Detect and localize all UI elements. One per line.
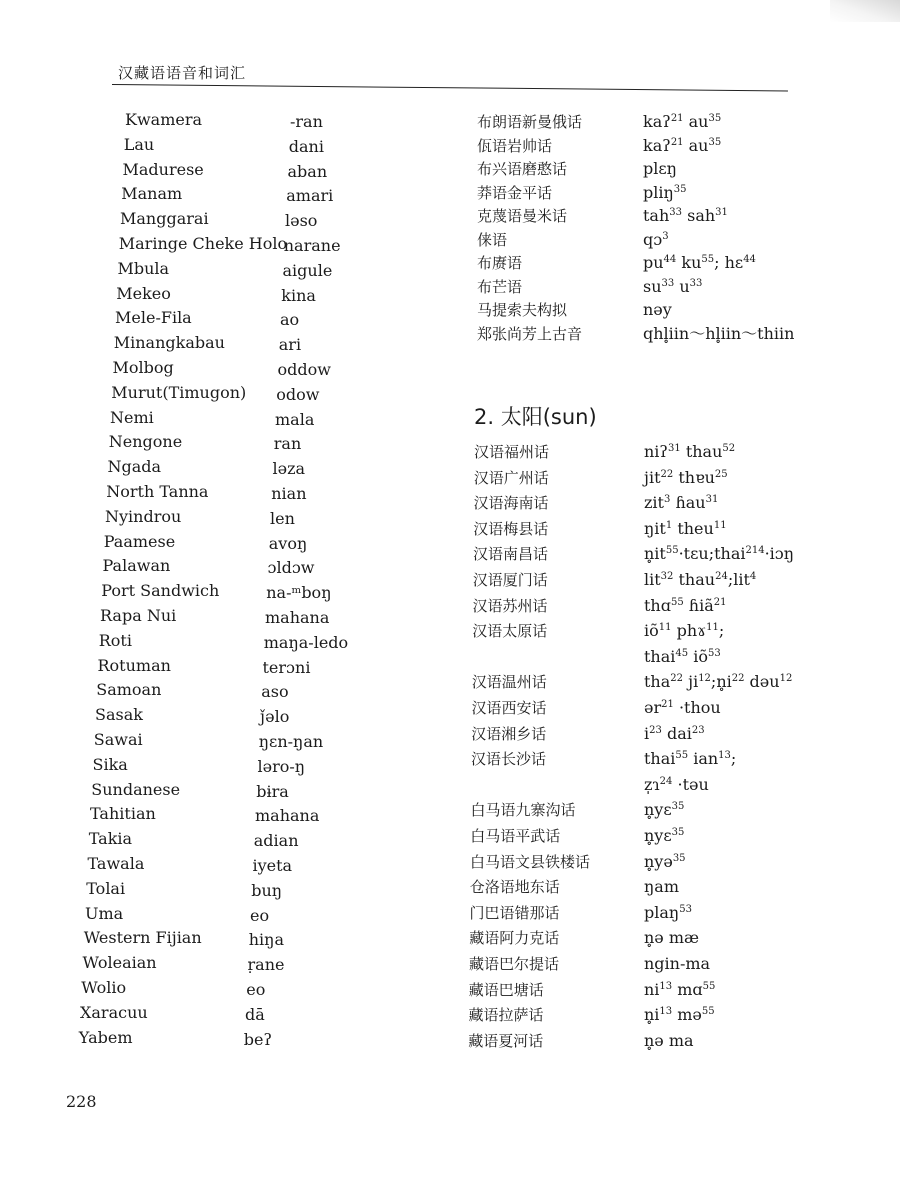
word-form: $pu^{44}$ $ku^{55}$; hɛ$^{44}$ (643, 253, 756, 272)
word-form: $i^{23}$ dai$^{23}$ (644, 723, 705, 743)
language-name: Uma (85, 903, 124, 923)
language-name: Sasak (95, 705, 143, 725)
word-form: ǰəlo (260, 707, 290, 727)
language-name: 门巴语错那话 (469, 903, 560, 922)
word-form: ari (278, 335, 302, 355)
word-form: thai$^{55}$ ian$^{13}$; (644, 749, 737, 769)
word-form: n̥yə$^{35}$ (644, 851, 686, 871)
word-form: $n̥i^{13}$ mə$^{55}$ (644, 1005, 715, 1025)
language-name: 藏语阿力克话 (469, 929, 560, 948)
word-form: eo (246, 980, 266, 999)
language-name: 佤语岩帅话 (477, 136, 553, 155)
word-form: qɔ$^3$ (643, 229, 669, 249)
word-form: z̩ɿ$^{24}$ ·təu (644, 774, 709, 794)
word-form: mahana (265, 608, 330, 627)
language-name: Mele-Fila (115, 308, 192, 328)
language-name: 马提索夫构拟 (477, 301, 568, 319)
language-name: 仓洛语地东话 (469, 878, 560, 897)
language-name: 布赓语 (477, 254, 523, 272)
word-form: ləso (285, 211, 318, 231)
language-name: 克蔑语曼米话 (477, 207, 568, 225)
word-form: ləro-ŋ (257, 756, 306, 776)
language-name: 藏语夏河话 (468, 1031, 544, 1050)
word-form: ŋɛn-ŋan (258, 732, 324, 751)
language-name: Yabem (78, 1027, 133, 1047)
word-form: $n̥it^{55}\cdot tɛu;thai^{214}\cdot iɔŋ$ (644, 544, 795, 564)
word-form: tha$^{22}$ $ji^{12};n̥i^{22}$ dəu$^{12}$ (644, 672, 793, 692)
running-header: 汉藏语语音和词汇 (118, 64, 247, 82)
language-name: Tolai (86, 878, 126, 898)
language-name: Maringe Cheke Holo (118, 234, 288, 253)
language-name: 汉语海南话 (473, 494, 549, 513)
language-name: Sika (92, 754, 128, 774)
word-form: hiŋa (248, 930, 285, 950)
language-name: Minangkabau (113, 333, 225, 353)
language-name: Nengone (108, 432, 183, 452)
word-form: oddow (277, 360, 331, 379)
language-name: 汉语南昌话 (473, 545, 549, 564)
language-name: 布芒语 (477, 277, 523, 296)
language-name: 汉语温州话 (471, 673, 547, 692)
word-form: aigule (282, 260, 333, 280)
word-form: aso (261, 682, 289, 702)
word-form: n̥ə mæ (644, 928, 700, 948)
word-form: na-ᵐboŋ (266, 583, 332, 603)
language-name: 汉语福州话 (474, 443, 550, 461)
word-form: qhl̥iin～hl̥iin～thiin (643, 323, 795, 343)
word-form: plɛŋ (643, 159, 677, 178)
language-name: Molbog (112, 358, 174, 377)
page-number: 228 (66, 1092, 97, 1111)
word-form: narane (283, 236, 341, 255)
language-name: Tawala (87, 854, 145, 873)
word-form: jit$^{22}$ thɐu$^{25}$ (644, 467, 728, 487)
language-name: Manam (121, 184, 183, 204)
word-form: ngin-ma (644, 954, 711, 973)
language-name: 汉语太原话 (472, 622, 548, 641)
language-name: 汉语湘乡话 (471, 724, 547, 743)
word-form: thai$^{45}$ $iõ^{53}$ (644, 646, 721, 666)
word-form: len (270, 508, 295, 528)
language-name: Tahitian (90, 804, 156, 824)
word-form: ŋit$^1$ theu$^{11}$ (644, 518, 727, 538)
word-form: -ran (290, 112, 323, 131)
language-name: Wolio (81, 978, 127, 997)
word-form: niʔ$^{31}$ thau$^{52}$ (644, 442, 736, 461)
header-rule (112, 84, 788, 91)
language-name: 藏语拉萨话 (468, 1006, 544, 1025)
word-form: zit$^3$ ɦau$^{31}$ (644, 493, 719, 513)
language-name: 藏语巴尔提话 (469, 955, 560, 973)
language-name: Rotuman (97, 655, 171, 675)
language-name: Mbula (117, 258, 170, 278)
language-name: Western Fijian (83, 928, 202, 948)
word-form: ləza (272, 459, 306, 479)
language-name: Paamese (103, 531, 176, 551)
word-form: aban (287, 161, 328, 181)
language-name: 白马语文县铁楼话 (470, 852, 591, 871)
word-form: nian (271, 484, 307, 503)
word-form: iyeta (252, 856, 293, 875)
word-form: ɔldɔw (267, 558, 315, 578)
language-name: Roti (98, 630, 132, 650)
page-corner-shadow (830, 0, 900, 22)
word-form: kaʔ$^{21}$ $au^{35}$ (643, 112, 722, 131)
language-name: 布朗语新曼俄话 (477, 113, 583, 131)
word-form: ŋam (644, 877, 680, 897)
word-form: terɔni (262, 657, 311, 677)
language-name: 郑张尚芳上古音 (477, 324, 583, 343)
language-name: Lau (123, 134, 155, 154)
word-form: mala (275, 409, 315, 429)
word-form: odow (276, 384, 320, 404)
language-name: Sawai (93, 730, 143, 749)
word-form: kaʔ$^{21}$ $au^{35}$ (643, 135, 722, 155)
word-form: dani (288, 136, 324, 156)
word-form: ran (273, 434, 302, 454)
language-name: 汉语梅县话 (473, 519, 549, 538)
language-name: Mekeo (116, 283, 171, 303)
language-name: Woleaian (82, 953, 157, 973)
language-name: Rapa Nui (100, 606, 177, 625)
language-name: Murut(Timugon) (111, 382, 247, 402)
language-name: 藏语巴塘话 (468, 980, 544, 999)
word-form: mahana (255, 806, 320, 826)
word-form: $su^{33}$ $u^{33}$ (643, 276, 703, 296)
word-form: bɨra (256, 781, 289, 801)
language-name: 汉语厦门话 (472, 571, 548, 589)
language-name: 白马语九寨沟话 (470, 801, 576, 820)
language-name: Xaracuu (80, 1002, 148, 1022)
word-form: adian (253, 831, 299, 851)
word-form: kina (281, 285, 316, 305)
word-form: n̥yɛ$^{35}$ (644, 800, 685, 820)
word-form: maŋa-ledo (263, 632, 349, 652)
language-name: Kwamera (125, 110, 203, 129)
language-name: 汉语广州话 (473, 468, 549, 487)
word-form: pliŋ$^{35}$ (643, 182, 687, 202)
word-form: dā (245, 1004, 265, 1024)
word-form: $ni^{13}$ mɑ$^{55}$ (644, 979, 716, 999)
word-form: $iõ^{11}$ phɤ$^{11}$; (644, 621, 725, 641)
word-form: ṛane (247, 955, 285, 975)
language-name: 白马语平武话 (470, 827, 561, 845)
language-name: Nyindrou (105, 506, 182, 526)
word-form: beʔ (243, 1029, 273, 1049)
word-form: avoŋ (268, 533, 308, 553)
language-name: Palawan (102, 556, 171, 576)
language-name: Takia (88, 829, 133, 849)
section-heading: 2. 太阳(sun) (474, 405, 597, 429)
word-form: amari (286, 186, 334, 206)
word-form: buŋ (251, 880, 283, 900)
language-name: North Tanna (106, 482, 209, 501)
word-form: eo (250, 905, 270, 925)
language-name: 布兴语磨憨话 (477, 160, 568, 178)
word-form: n̥ə ma (644, 1030, 694, 1050)
language-name: Ngada (107, 457, 162, 477)
language-name: Nemi (110, 407, 154, 427)
language-name: 汉语长沙话 (471, 750, 547, 769)
word-form: thɑ$^{55}$ ɦiã$^{21}$ (644, 595, 727, 615)
word-form: tah$^{33}$ sah$^{31}$ (643, 206, 728, 225)
language-name: 莽语金平话 (477, 183, 553, 202)
language-name: Madurese (122, 159, 204, 179)
language-name: Port Sandwich (101, 581, 220, 601)
language-name: Samoan (96, 680, 162, 700)
language-name: 汉语西安话 (471, 699, 547, 717)
language-name: 汉语苏州话 (472, 596, 548, 615)
word-form: plaŋ$^{53}$ (644, 902, 692, 922)
word-form: n̥yɛ$^{35}$ (644, 826, 685, 845)
word-form: ao (280, 310, 300, 330)
language-name: 俫语 (477, 230, 508, 249)
language-name: Manggarai (120, 209, 209, 229)
language-name: Sundanese (91, 779, 181, 799)
word-form: lit$^{32}$ thau$^{24}$;lit$^4$ (644, 570, 757, 589)
word-form: ər$^{21}$ ·thou (644, 698, 721, 717)
word-form: nəy (643, 300, 672, 319)
